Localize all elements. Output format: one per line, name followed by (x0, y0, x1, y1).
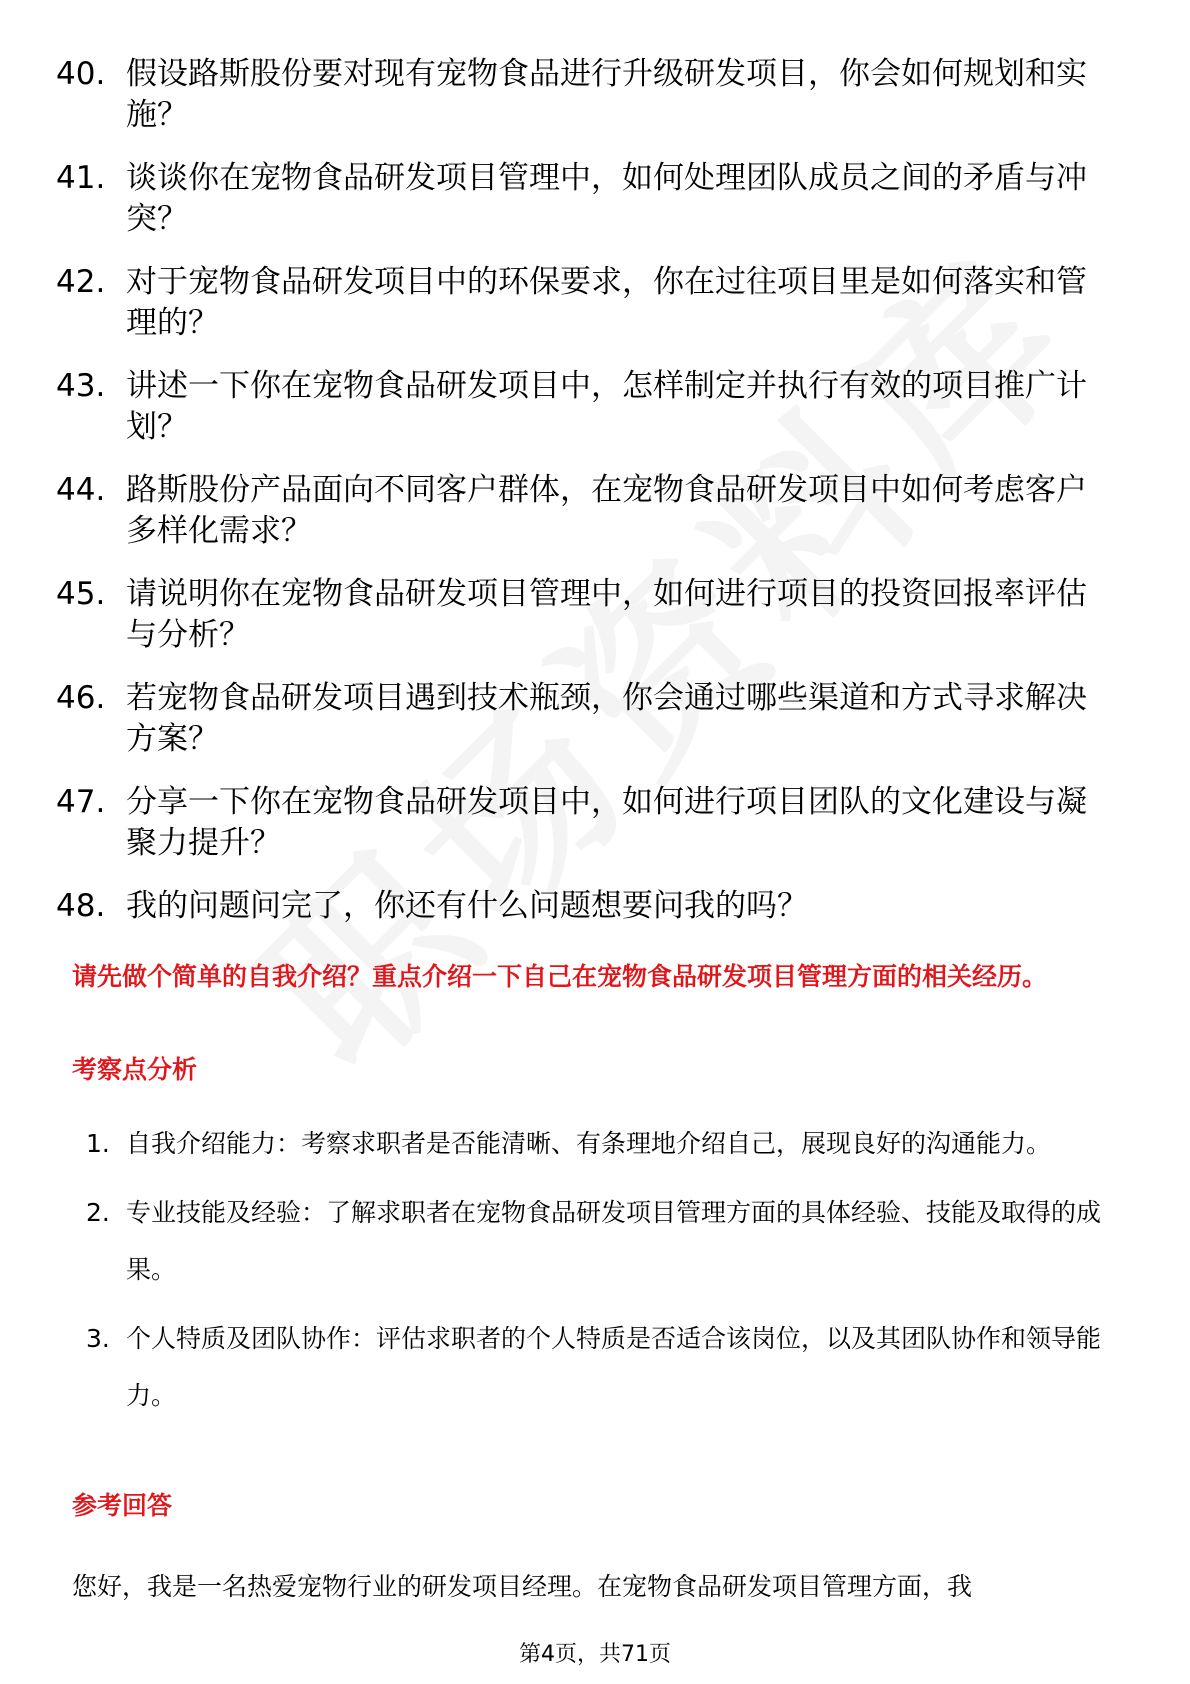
question-number: 42. (56, 264, 106, 300)
question-text: 对于宠物食品研发项目中的环保要求，你在过往项目里是如何落实和管理的？ (126, 264, 1087, 341)
question-item (56, 158, 1116, 240)
question-text: 讲述一下你在宠物食品研发项目中，怎样制定并执行有效的项目推广计划？ (126, 368, 1087, 445)
question-number: 41. (56, 160, 106, 196)
analysis-number: 2. (86, 1198, 110, 1227)
analysis-text: 个人特质及团队协作：评估求职者的个人特质是否适合该岗位，以及其团队协作和领导能力。 (126, 1324, 1102, 1410)
page-footer: 第4页，共71页 (519, 1642, 671, 1667)
question-text: 我的问题问完了，你还有什么问题想要问我的吗？ (126, 888, 808, 924)
answer-heading: 参考回答 (72, 1491, 173, 1520)
question-item (56, 782, 1116, 864)
featured-question: 请先做个简单的自我介绍？重点介绍一下自己在宠物食品研发项目管理方面的相关经历。 (72, 962, 1048, 991)
analysis-item (86, 1184, 1116, 1298)
analysis-number: 1. (86, 1129, 110, 1158)
question-list (56, 54, 1116, 949)
analysis-text: 专业技能及经验：了解求职者在宠物食品研发项目管理方面的具体经验、技能及取得的成果。 (126, 1198, 1102, 1284)
question-text: 路斯股份产品面向不同客户群体，在宠物食品研发项目中如何考虑客户多样化需求？ (126, 472, 1087, 549)
answer-text: 您好，我是一名热爱宠物行业的研发项目经理。在宠物食品研发项目管理方面，我 (72, 1572, 973, 1601)
question-item (56, 886, 1116, 927)
question-text: 假设路斯股份要对现有宠物食品进行升级研发项目，你会如何规划和实施？ (126, 56, 1087, 133)
question-number: 48. (56, 888, 106, 924)
question-item (56, 574, 1116, 656)
question-text: 请说明你在宠物食品研发项目管理中，如何进行项目的投资回报率评估与分析？ (126, 576, 1087, 653)
question-text: 谈谈你在宠物食品研发项目管理中，如何处理团队成员之间的矛盾与冲突？ (126, 160, 1087, 237)
question-item (56, 470, 1116, 552)
question-number: 46. (56, 680, 106, 716)
question-number: 43. (56, 368, 106, 404)
question-number: 40. (56, 56, 106, 92)
analysis-item (86, 1310, 1116, 1424)
question-item (56, 262, 1116, 344)
question-text: 若宠物食品研发项目遇到技术瓶颈，你会通过哪些渠道和方式寻求解决方案？ (126, 680, 1087, 757)
question-number: 44. (56, 472, 106, 508)
question-item (56, 678, 1116, 760)
analysis-list (86, 1115, 1116, 1436)
question-item (56, 366, 1116, 448)
question-number: 47. (56, 784, 106, 820)
analysis-heading: 考察点分析 (72, 1055, 198, 1084)
question-number: 45. (56, 576, 106, 612)
question-item (56, 54, 1116, 136)
analysis-text: 自我介绍能力：考察求职者是否能清晰、有条理地介绍自己，展现良好的沟通能力。 (126, 1129, 1052, 1158)
analysis-number: 3. (86, 1324, 110, 1353)
question-text: 分享一下你在宠物食品研发项目中，如何进行项目团队的文化建设与凝聚力提升？ (126, 784, 1087, 861)
analysis-item (86, 1115, 1116, 1172)
